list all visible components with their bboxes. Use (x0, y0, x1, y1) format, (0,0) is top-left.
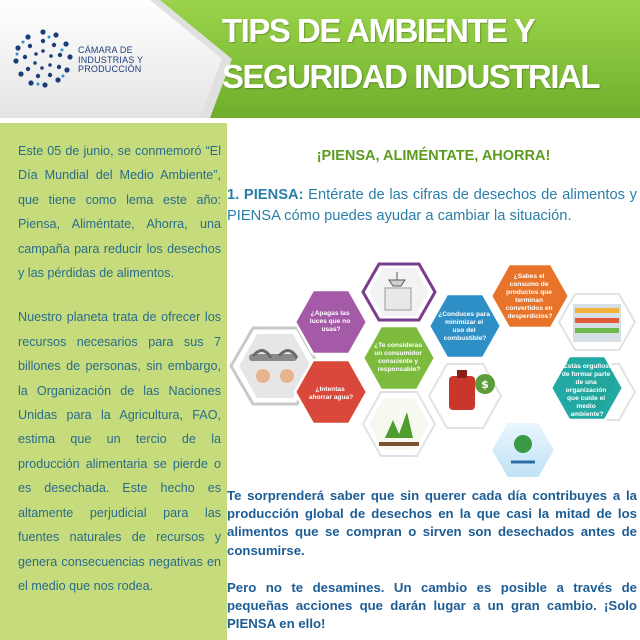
hex-text-waste: ¿Sabes el consumo de productos que terminan convertidos en desperdicios? (505, 273, 553, 320)
intro-paragraph (227, 185, 637, 227)
header-banner (0, 0, 640, 118)
camara-logo (10, 26, 240, 92)
eco-photo-hexagon (491, 422, 555, 478)
consumer-hexagon (363, 326, 435, 390)
logo-line-1: CÁMARA DE (78, 45, 133, 55)
fuel-hexagon (429, 294, 501, 358)
hex-text-organization: ¿Estás orgulloso de formar parte de una organización que cuide el medio ambiente? (559, 363, 613, 418)
page-title (222, 8, 599, 100)
body-paragraph-1: Te sorprenderá saber que sin querer cada día contribuyes a la producción global de desechos en la que casi la mitad de los alimentos que se compran o sirven son desechados antes de consumirse. (227, 488, 637, 558)
title-line-2: SEGURIDAD INDUSTRIAL (222, 58, 600, 95)
svg-text:$: $ (481, 378, 489, 391)
fuel-can-photo-hexagon (429, 364, 501, 428)
hexagon-infographic (229, 258, 640, 483)
sprout-photo-hexagon (363, 392, 435, 456)
hex-text-consumer: ¿Te consideras un consumidor consciente y responsable? (374, 342, 423, 373)
logo-dots-icon (10, 26, 76, 92)
kitchen-photo-hexagon (363, 264, 435, 320)
logo-text (78, 46, 143, 75)
supermarket-photo-hexagon (559, 294, 635, 350)
logo-line-2: INDUSTRIAS Y (78, 54, 144, 65)
logo-line-3: PRODUCCIÓN (78, 64, 142, 74)
waste-products-hexagon (491, 264, 569, 328)
body-paragraph-2: Pero no te desamines. Un cambio es posible a través de pequeñas acciones que darán lugar a un gran cambio. ¡Solo PIENSA en ello! (227, 580, 637, 632)
right-column (227, 123, 640, 640)
hex-text-fuel: ¿Conduces para minimizar el uso del combustible? (438, 311, 490, 342)
intro-rest: Entérate de las cifras de desechos de alimentos y PIENSA cómo puedes ayudar a cambiar la situación. (227, 187, 638, 224)
intro-lead: 1. PIENSA: (227, 187, 304, 203)
hex-text-lights: ¿Apagas las luces que no usas? (309, 310, 351, 333)
left-column (0, 123, 227, 640)
left-paragraph-1: Este 05 de junio, se conmemoró “El Día Mundial del Medio Ambiente”, que tiene como lema este año: Piensa, Aliméntate, Ahorra, una campaña para reducir los desechos y las pérdidas de alimentos. (18, 144, 221, 281)
title-line-1: TIPS DE AMBIENTE Y (222, 12, 535, 49)
section-subtitle: ¡PIENSA, ALIMÉNTATE, AHORRA! (316, 148, 551, 164)
left-paragraph-2: Nuestro planeta trata de ofrecer los recursos necesarios para sus 7 billones de personas, sin embargo, la Organización de las Naciones Unidas para la Agricultura, FAO, estima que un tercio de la producción alimentaria se pierde o es desechada. Este hecho es altamente perjudicial para las fuentes naturales de recursos y genera consecuencias negativas en el medio que nos rodea. (18, 310, 221, 593)
hex-text-water: ¿Intentas ahorrar agua? (308, 386, 354, 401)
